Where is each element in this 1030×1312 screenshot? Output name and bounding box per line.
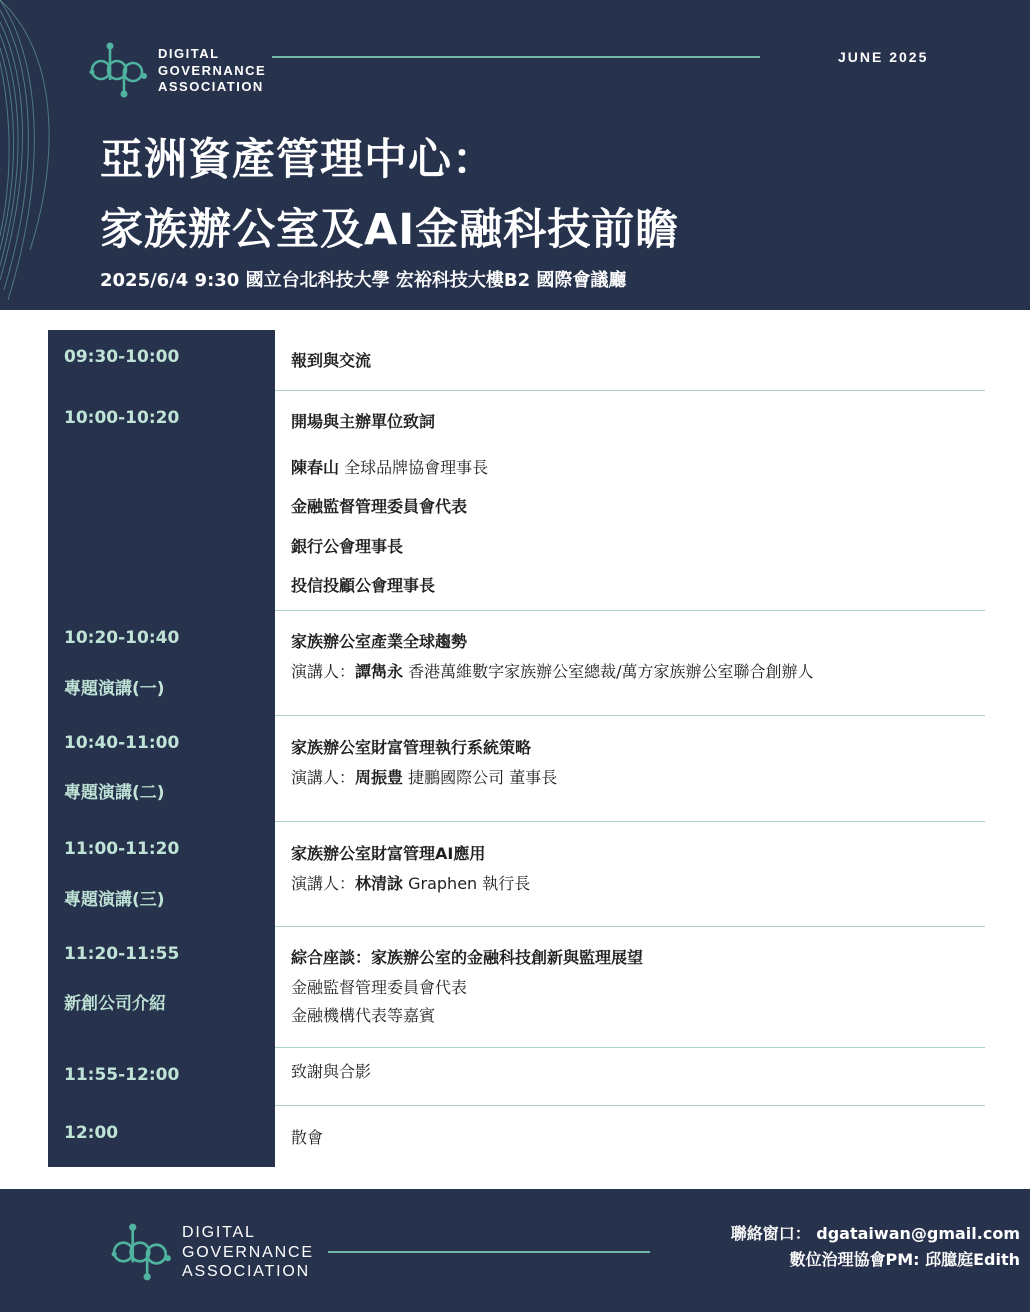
contact-email[interactable]: 聯絡窗口： dgataiwan@gmail.com [730,1224,1020,1243]
session-type: 專題演講(三) [64,890,165,910]
time-cell [48,611,275,716]
speaker-line [291,871,530,894]
session-type: 專題演講(一) [64,679,165,699]
content-cell [275,927,985,1048]
time-slot: 11:20-11:55 [64,944,180,964]
contact-info [731,1221,1020,1273]
speaker-role: Graphen 執行長 [403,874,531,893]
agenda-row [48,716,985,822]
agenda-row [48,822,985,927]
speaker-line: 投信投顧公會理事長 [291,576,436,595]
agenda-row [48,611,985,716]
content-cell [275,611,985,716]
content-cell [275,822,985,927]
org-line: GOVERNANCE [182,1243,314,1261]
session-title: 開場與主辦單位致詞 [291,412,436,431]
session-title: 報到與交流 [291,351,372,370]
association-logo-icon [88,40,150,100]
speaker-role: 全球品牌協會理事長 [339,458,489,477]
session-type: 專題演講(二) [64,783,165,803]
time-cell [48,330,275,391]
session-title: 家族辦公室財富管理AI應用 [291,844,486,863]
time-slot: 10:20-10:40 [64,628,180,648]
page-title [100,125,679,265]
org-line: GOVERNANCE [158,62,267,78]
association-logo-icon [110,1221,174,1283]
content-cell [275,330,985,391]
agenda-row [48,391,985,611]
content-cell [275,1106,985,1167]
org-line: DIGITAL [158,46,220,61]
agenda-table [48,330,985,1167]
event-date-venue: 2025/6/4 9:30 國立台北科技大學 宏裕科技大樓B2 國際會議廳 [100,270,627,291]
speaker-line: 銀行公會理事長 [291,537,404,556]
time-slot: 09:30-10:00 [64,347,180,367]
speaker-name: 周振豊 [355,768,404,787]
association-name [182,1223,314,1282]
org-line: ASSOCIATION [158,79,264,94]
wave-lines-decoration [0,0,70,310]
speaker-prefix: 演講人： [291,662,356,681]
participant-line: 金融機構代表等嘉賓 [291,1006,436,1025]
time-cell [48,716,275,822]
session-title: 綜合座談：家族辦公室的金融科技創新與監理展望 [291,948,644,967]
time-slot: 10:00-10:20 [64,408,180,428]
contact-pm: 數位治理協會PM: 邱臆庭Edith [789,1250,1020,1269]
content-cell [275,716,985,822]
session-title: 致謝與合影 [291,1062,372,1081]
header-banner [0,0,1030,310]
time-cell [48,1106,275,1167]
org-line: DIGITAL [182,1224,256,1241]
agenda-row [48,330,985,391]
time-cell [48,822,275,927]
time-cell [48,927,275,1048]
time-slot: 11:55-12:00 [64,1065,180,1085]
content-cell [275,1048,985,1106]
agenda-row [48,927,985,1048]
speaker-prefix: 演講人： [291,768,356,787]
header-divider [272,56,760,58]
time-slot: 11:00-11:20 [64,839,180,859]
session-title: 家族辦公室財富管理執行系統策略 [291,738,532,757]
agenda-row [48,1048,985,1106]
footer-banner [0,1189,1030,1312]
association-name [158,46,266,96]
time-slot: 12:00 [64,1123,119,1143]
time-cell [48,391,275,611]
content-cell [275,391,985,611]
speaker-line: 金融監督管理委員會代表 [291,497,468,516]
speaker-line [291,659,814,682]
speaker-line [291,455,488,478]
speaker-name: 林清詠 [355,874,404,893]
speaker-name: 譚雋永 [355,662,404,681]
time-cell [48,1048,275,1106]
speaker-prefix: 演講人： [291,874,356,893]
session-title: 散會 [291,1128,324,1147]
participant-line: 金融監督管理委員會代表 [291,978,468,997]
speaker-line [291,765,557,788]
footer-divider [328,1251,650,1253]
session-title: 家族辦公室產業全球趨勢 [291,632,468,651]
event-month: JUNE 2025 [838,49,929,65]
speaker-role: 捷鵬國際公司 董事長 [403,768,558,787]
session-type: 新創公司介紹 [64,994,166,1014]
title-line: 亞洲資產管理中心： [100,135,496,185]
time-slot: 10:40-11:00 [64,733,180,753]
agenda-row [48,1106,985,1167]
speaker-name: 陳春山 [291,458,340,477]
speaker-role: 香港萬維數字家族辦公室總裁/萬方家族辦公室聯合創辦人 [403,662,814,681]
org-line: ASSOCIATION [182,1263,310,1280]
title-line: 家族辦公室及AI金融科技前瞻 [100,205,680,255]
